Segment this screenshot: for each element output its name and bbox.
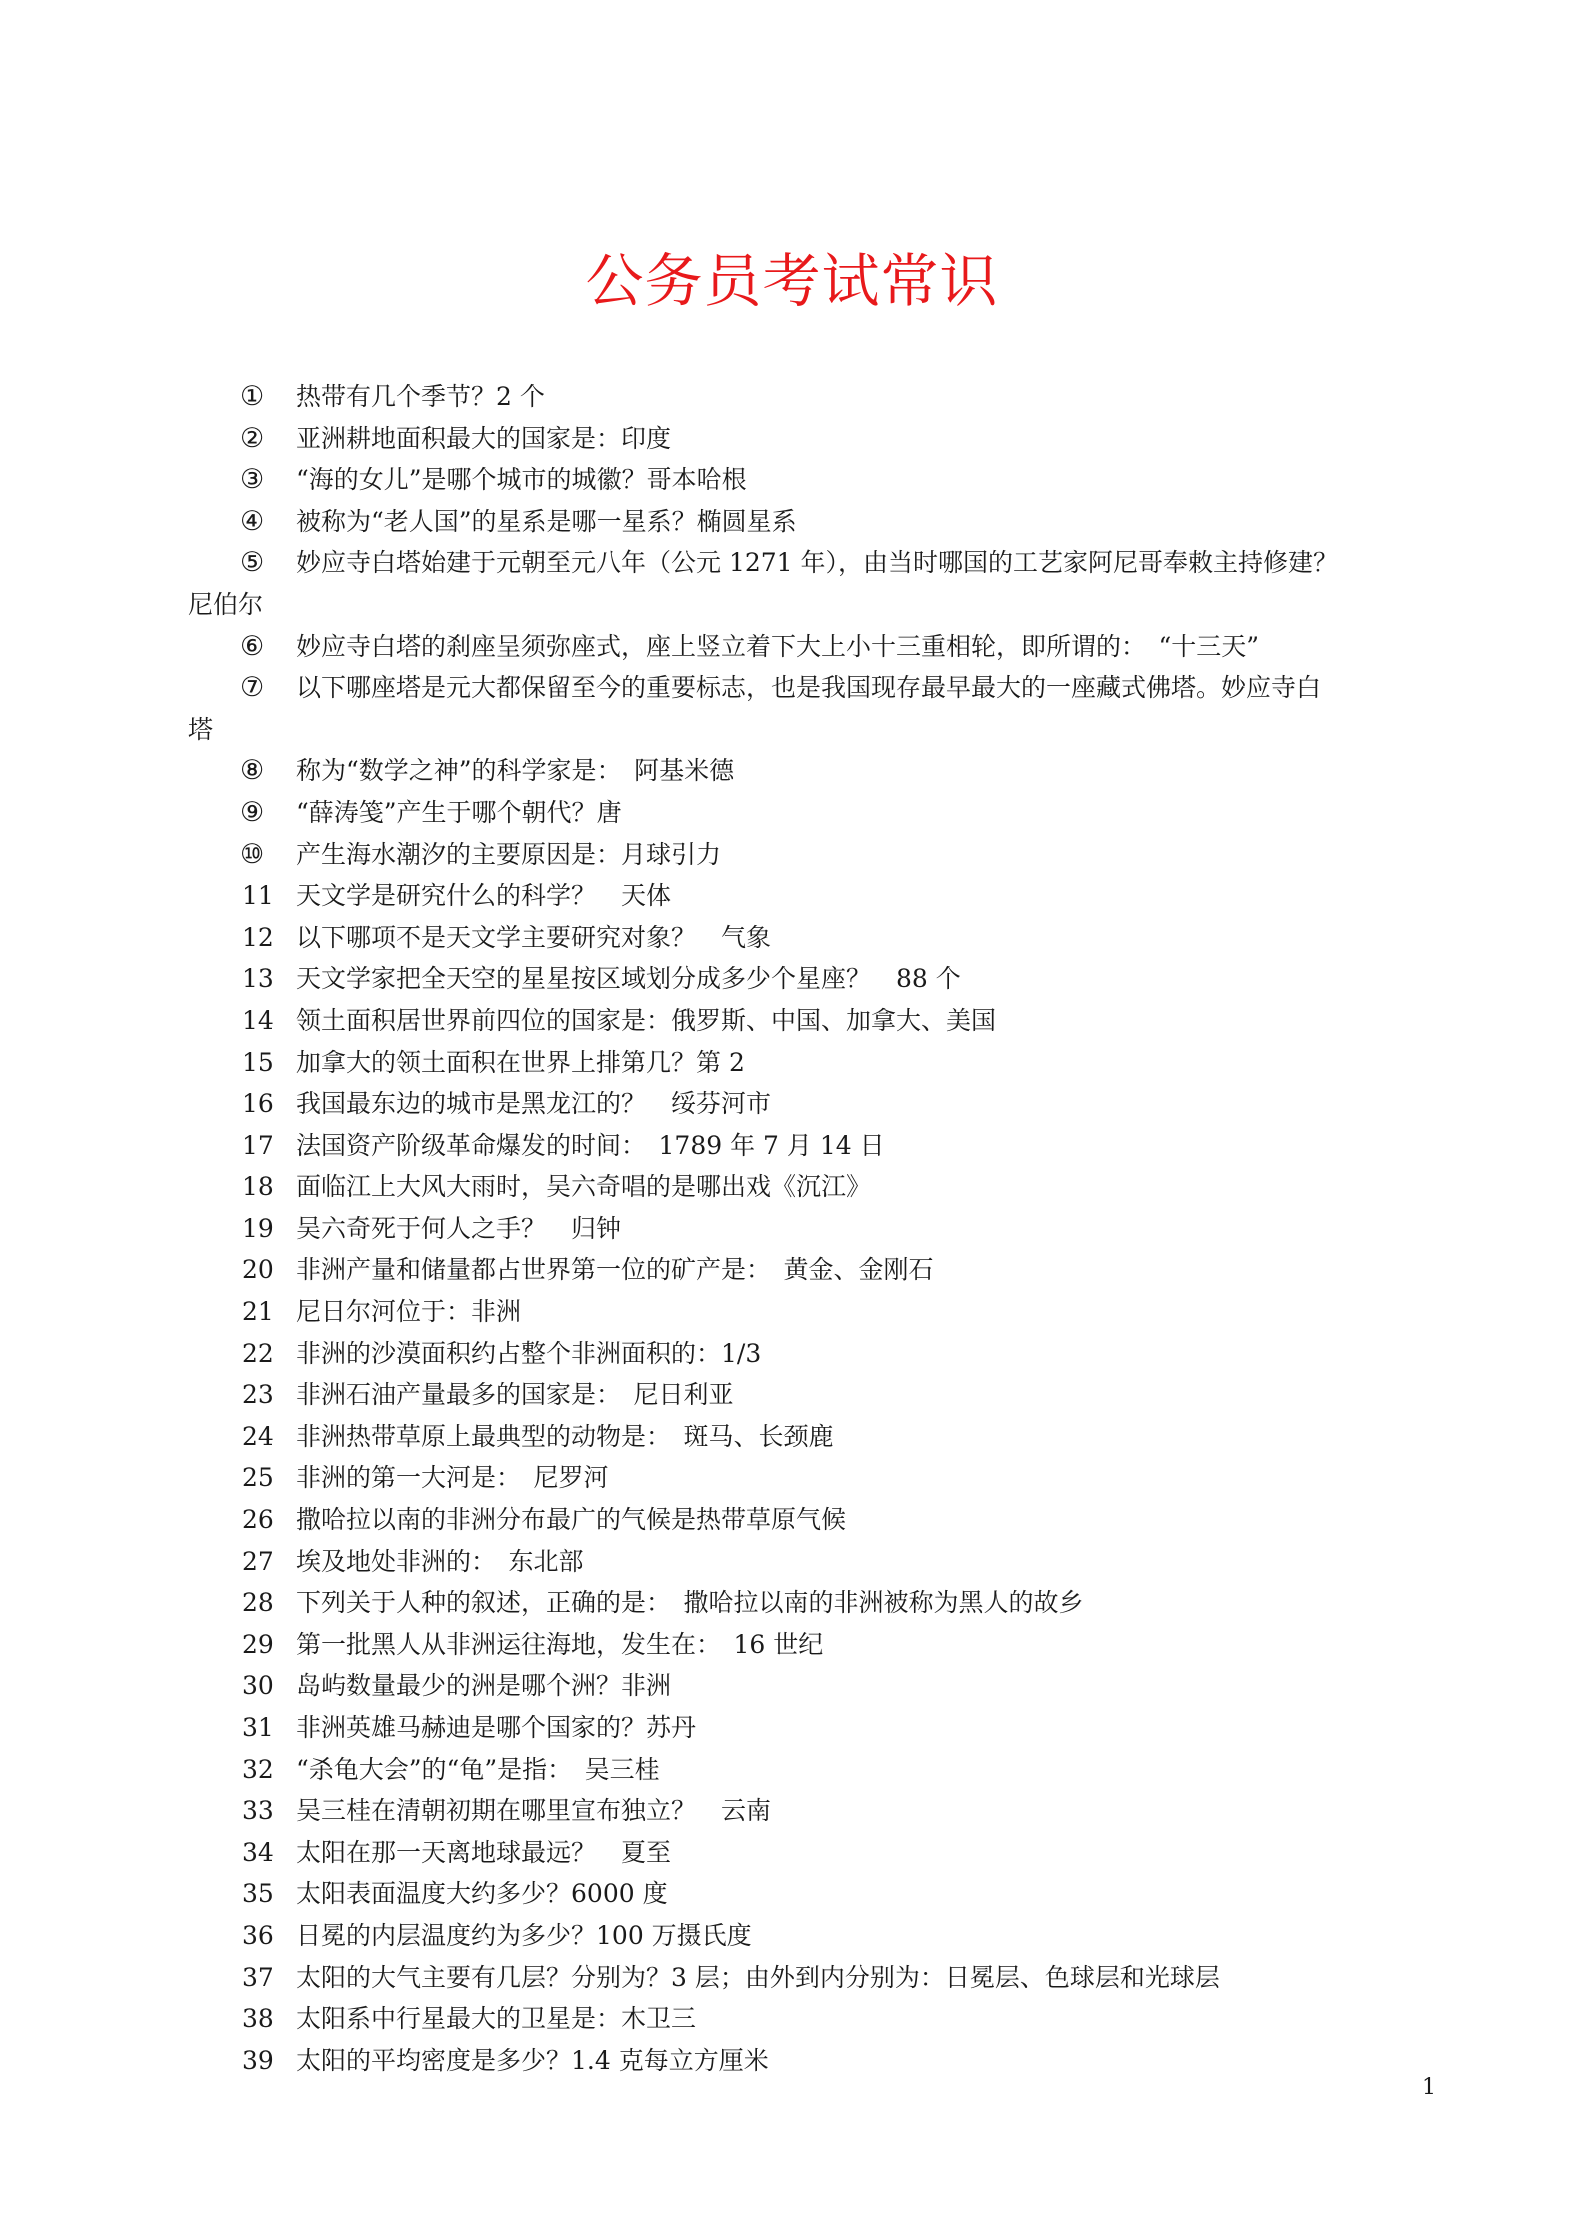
- item-number: 15: [242, 1047, 274, 1077]
- item-text: “海的女儿”是哪个城市的城徽？哥本哈根: [296, 465, 747, 495]
- list-item: [188, 1707, 1438, 1749]
- list-item: [188, 792, 1438, 834]
- list-item: [188, 1333, 1438, 1375]
- item-text: 下列关于人种的叙述，正确的是： 撒哈拉以南的非洲被称为黑人的故乡: [296, 1588, 1084, 1618]
- item-text: 日冕的内层温度约为多少？100 万摄氏度: [296, 1920, 752, 1950]
- item-number: 33: [242, 1796, 274, 1826]
- list-item: [188, 1998, 1438, 2040]
- list-item: [188, 1665, 1438, 1707]
- item-text: 称为“数学之神”的科学家是： 阿基米德: [296, 756, 735, 786]
- item-number: 17: [242, 1130, 274, 1160]
- list-item: [188, 1749, 1438, 1791]
- item-number: ⑥: [240, 630, 265, 662]
- list-item-continuation: [188, 709, 1438, 751]
- item-number: 11: [242, 881, 274, 911]
- list-item: [188, 459, 1438, 501]
- item-number: 26: [242, 1505, 274, 1535]
- item-number: 39: [242, 2045, 274, 2075]
- item-number: ③: [240, 464, 265, 496]
- item-number: 21: [242, 1297, 274, 1327]
- item-number: 18: [242, 1172, 274, 1202]
- item-text: “杀龟大会”的“龟”是指： 吴三桂: [296, 1754, 660, 1784]
- item-number: 13: [242, 964, 274, 994]
- list-item: [188, 376, 1438, 418]
- item-text: 埃及地处非洲的： 东北部: [296, 1546, 584, 1576]
- item-text: 第一批黑人从非洲运往海地，发生在： 16 世纪: [296, 1629, 824, 1659]
- list-item: [188, 1957, 1438, 1999]
- list-item: [188, 1083, 1438, 1125]
- item-number: 31: [242, 1713, 274, 1742]
- item-number: 25: [242, 1463, 274, 1493]
- item-number: 28: [242, 1588, 274, 1618]
- item-text: 太阳表面温度大约多少？6000 度: [296, 1879, 668, 1909]
- list-item: [188, 542, 1438, 584]
- list-item: [188, 1374, 1438, 1416]
- list-item: [188, 1832, 1438, 1874]
- list-item: [188, 1125, 1438, 1167]
- item-number: 38: [242, 2004, 274, 2034]
- item-text: 天文学家把全天空的星星按区域划分成多少个星座？ 88 个: [296, 964, 961, 994]
- list-item: [188, 1416, 1438, 1458]
- item-text: “薛涛笺”产生于哪个朝代？唐: [296, 797, 622, 827]
- item-text: 吴六奇死于何人之手？ 归钟: [296, 1213, 622, 1243]
- item-text: 非洲产量和储量都占世界第一位的矿产是： 黄金、金刚石: [296, 1255, 934, 1285]
- item-number: ⑨: [240, 796, 265, 828]
- list-item: [188, 958, 1438, 1000]
- item-text-continuation: 尼伯尔: [188, 589, 264, 619]
- item-text: 天文学是研究什么的科学？ 天体: [296, 881, 672, 911]
- item-text: 太阳在那一天离地球最远？ 夏至: [296, 1837, 672, 1867]
- list-item: [188, 1457, 1438, 1499]
- list-item: [188, 501, 1438, 543]
- list-item: [188, 1499, 1438, 1541]
- item-text: 以下哪座塔是元大都保留至今的重要标志，也是我国现存最早最大的一座藏式佛塔。妙应寺白: [296, 673, 1322, 703]
- item-number: 20: [242, 1255, 274, 1285]
- list-item: [188, 1208, 1438, 1250]
- page-number: 1: [1422, 2075, 1436, 2100]
- qa-list: [188, 376, 1438, 2081]
- item-number: 14: [242, 1005, 274, 1035]
- item-text: 非洲石油产量最多的国家是： 尼日利亚: [296, 1380, 734, 1410]
- item-text: 亚洲耕地面积最大的国家是：印度: [296, 423, 672, 453]
- list-item: [188, 1790, 1438, 1832]
- item-number: 34: [242, 1837, 274, 1867]
- list-item-continuation: [188, 584, 1438, 626]
- item-text: 非洲英雄马赫迪是哪个国家的？苏丹: [296, 1713, 697, 1742]
- list-item: [188, 1000, 1438, 1042]
- item-number: 35: [242, 1879, 274, 1909]
- item-number: ④: [240, 505, 265, 537]
- item-text: 太阳的大气主要有几层？分别为？3 层；由外到内分别为：日冕层、色球层和光球层: [296, 1962, 1220, 1992]
- item-number: ②: [240, 422, 265, 454]
- item-number: 32: [242, 1754, 274, 1784]
- list-item: [188, 1291, 1438, 1333]
- list-item: [188, 834, 1438, 876]
- list-item: [188, 1624, 1438, 1666]
- list-item: [188, 1249, 1438, 1291]
- item-text: 非洲热带草原上最典型的动物是： 斑马、长颈鹿: [296, 1421, 834, 1451]
- item-text: 太阳的平均密度是多少？1.4 克每立方厘米: [296, 2045, 769, 2075]
- item-text: 非洲的第一大河是： 尼罗河: [296, 1463, 609, 1493]
- item-text-continuation: 塔: [188, 714, 214, 744]
- list-item: [188, 875, 1438, 917]
- item-text: 加拿大的领土面积在世界上排第几？第 2: [296, 1047, 745, 1077]
- item-text: 面临江上大风大雨时，吴六奇唱的是哪出戏《沉江》: [296, 1172, 872, 1202]
- item-text: 太阳系中行星最大的卫星是：木卫三: [296, 2004, 697, 2034]
- item-number: 16: [242, 1089, 274, 1119]
- item-text: 产生海水潮汐的主要原因是：月球引力: [296, 839, 722, 869]
- item-number: 30: [242, 1671, 274, 1701]
- item-text: 妙应寺白塔始建于元朝至元八年（公元 1271 年），由当时哪国的工艺家阿尼哥奉敕主持修建？: [296, 548, 1339, 578]
- item-text: 岛屿数量最少的洲是哪个洲？非洲: [296, 1671, 672, 1701]
- item-text: 我国最东边的城市是黑龙江的？ 绥芬河市: [296, 1089, 772, 1119]
- list-item: [188, 1915, 1438, 1957]
- item-number: 36: [242, 1920, 274, 1950]
- item-text: 以下哪项不是天文学主要研究对象？ 气象: [296, 922, 772, 952]
- list-item: [188, 667, 1438, 709]
- item-text: 被称为“老人国”的星系是哪一星系？椭圆星系: [296, 506, 797, 536]
- list-item: [188, 1166, 1438, 1208]
- item-text: 法国资产阶级革命爆发的时间： 1789 年 7 月 14 日: [296, 1130, 885, 1160]
- item-text: 非洲的沙漠面积约占整个非洲面积的：1/3: [296, 1338, 762, 1368]
- item-number: 24: [242, 1421, 274, 1451]
- item-number: 23: [242, 1380, 274, 1410]
- list-item: [188, 2040, 1438, 2082]
- item-text: 尼日尔河位于：非洲: [296, 1297, 522, 1327]
- item-text: 撒哈拉以南的非洲分布最广的气候是热带草原气候: [296, 1505, 847, 1535]
- list-item: [188, 626, 1438, 668]
- page-title: 公务员考试常识: [585, 247, 999, 315]
- list-item: [188, 1873, 1438, 1915]
- item-text: 领土面积居世界前四位的国家是：俄罗斯、中国、加拿大、美国: [296, 1005, 997, 1035]
- item-number: 27: [242, 1546, 274, 1576]
- list-item: [188, 750, 1438, 792]
- list-item: [188, 1042, 1438, 1084]
- item-number: 19: [242, 1213, 274, 1243]
- item-text: 热带有几个季节？2 个: [296, 382, 545, 411]
- item-number: 22: [242, 1338, 274, 1368]
- item-number: ⑦: [240, 672, 265, 704]
- item-number: 29: [242, 1629, 274, 1659]
- list-item: [188, 1582, 1438, 1624]
- list-item: [188, 917, 1438, 959]
- item-text: 妙应寺白塔的刹座呈须弥座式，座上竖立着下大上小十三重相轮，即所谓的： “十三天”: [296, 631, 1260, 661]
- item-number: 37: [242, 1962, 274, 1992]
- item-number: ①: [240, 381, 265, 412]
- list-item: [188, 418, 1438, 460]
- list-item: [188, 1541, 1438, 1583]
- item-number: ⑩: [240, 838, 265, 870]
- item-number: ⑤: [240, 547, 265, 579]
- item-text: 吴三桂在清朝初期在哪里宣布独立？ 云南: [296, 1796, 772, 1826]
- item-number: ⑧: [240, 755, 265, 787]
- item-number: 12: [242, 922, 274, 952]
